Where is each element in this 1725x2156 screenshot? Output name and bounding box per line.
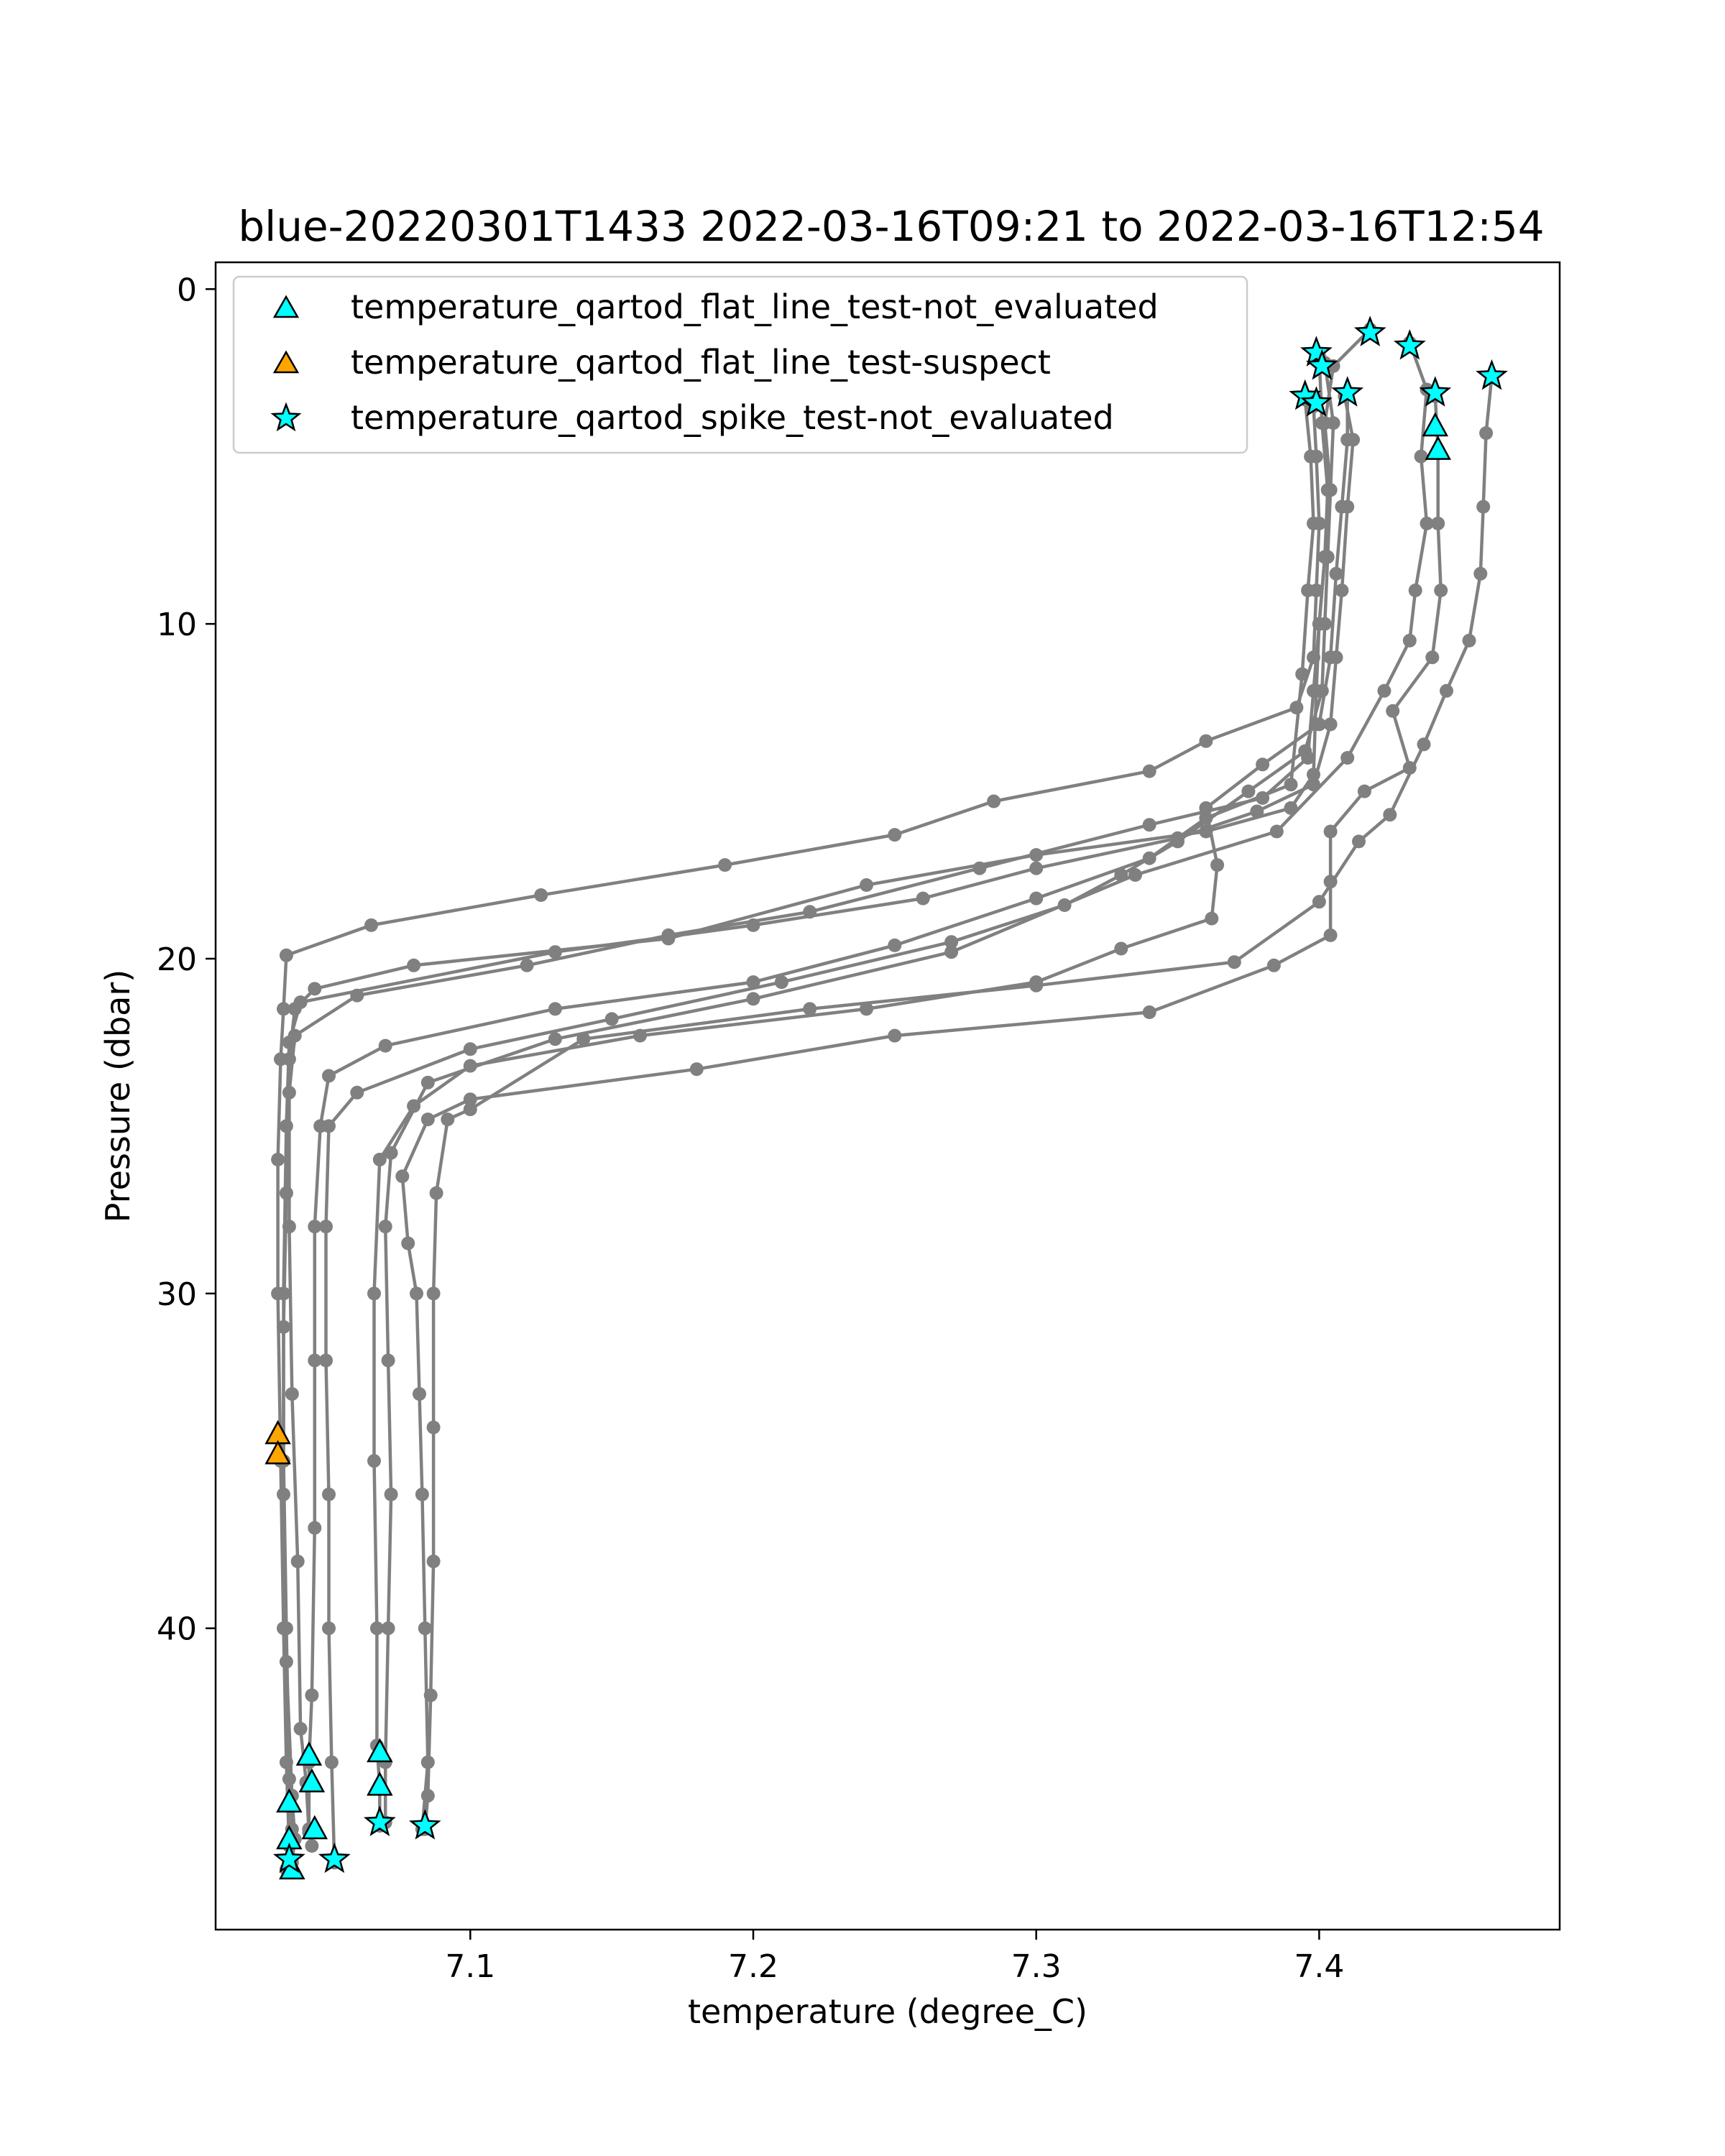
- data-point: [430, 1187, 443, 1200]
- data-point: [1417, 737, 1431, 751]
- y-axis-label: Pressure (dbar): [98, 969, 137, 1223]
- x-axis-label: temperature (degree_C): [688, 1992, 1087, 2031]
- data-point: [427, 1554, 441, 1568]
- data-point: [520, 959, 534, 972]
- data-point: [350, 989, 364, 1003]
- data-point: [288, 1029, 302, 1043]
- data-point: [1383, 808, 1397, 821]
- data-point: [1304, 450, 1317, 464]
- data-point: [972, 862, 986, 875]
- data-point: [987, 795, 1000, 808]
- data-point: [888, 1029, 901, 1043]
- data-point: [1301, 584, 1315, 597]
- legend-entry-flat-line-not-evaluated: [275, 287, 1159, 326]
- data-point: [534, 888, 548, 902]
- data-point: [1425, 650, 1439, 664]
- data-point: [271, 1153, 285, 1166]
- data-point: [1321, 550, 1335, 564]
- data-point: [1312, 895, 1326, 908]
- data-point: [322, 1119, 336, 1133]
- data-point: [415, 1488, 429, 1501]
- data-point: [1284, 778, 1298, 791]
- legend-label: temperature_qartod_flat_line_test-suspect: [351, 343, 1051, 382]
- data-point: [803, 905, 816, 918]
- data-point: [1267, 959, 1281, 972]
- data-point: [364, 918, 378, 932]
- data-point: [1335, 584, 1348, 597]
- data-point: [382, 1621, 395, 1635]
- data-point: [1403, 634, 1417, 648]
- data-point: [548, 1002, 562, 1015]
- legend-entry-spike-not-evaluated: [273, 398, 1114, 437]
- data-point: [1295, 668, 1309, 681]
- data-point: [1289, 701, 1303, 714]
- data-point: [1358, 785, 1371, 798]
- data-point: [860, 878, 873, 892]
- data-point: [1352, 834, 1366, 848]
- data-point: [1324, 825, 1338, 839]
- data-point: [441, 1112, 454, 1126]
- data-point: [1340, 751, 1354, 765]
- data-point: [319, 1220, 333, 1233]
- data-point: [1324, 483, 1338, 497]
- x-tick-label: 7.1: [445, 1948, 496, 1985]
- data-point: [427, 1286, 441, 1300]
- data-point: [1440, 684, 1453, 698]
- data-point: [322, 1069, 336, 1083]
- data-point: [285, 1387, 299, 1401]
- data-point: [421, 1789, 435, 1802]
- data-point: [280, 1119, 293, 1133]
- data-point: [1463, 634, 1476, 648]
- data-point: [1171, 834, 1184, 848]
- data-point: [379, 1220, 392, 1233]
- data-point: [1386, 704, 1399, 718]
- data-point: [322, 1488, 336, 1501]
- data-point: [308, 1521, 321, 1535]
- data-point: [305, 1688, 318, 1702]
- data-point: [605, 1012, 619, 1026]
- data-point: [421, 1076, 435, 1089]
- data-point: [690, 1062, 704, 1076]
- data-point: [410, 1286, 423, 1300]
- data-point: [1250, 805, 1264, 819]
- data-point: [325, 1756, 339, 1769]
- data-point: [1205, 912, 1218, 926]
- data-point: [350, 1086, 364, 1100]
- data-point: [1256, 757, 1269, 771]
- data-point: [464, 1042, 477, 1056]
- data-point: [1241, 785, 1255, 798]
- data-point: [1409, 584, 1422, 597]
- data-point: [1340, 433, 1354, 446]
- data-point: [382, 1354, 395, 1368]
- data-point: [1298, 745, 1312, 758]
- data-point: [1377, 684, 1391, 698]
- data-point: [1029, 892, 1043, 906]
- data-point: [1143, 1005, 1156, 1019]
- data-point: [385, 1488, 398, 1501]
- data-point: [395, 1169, 409, 1183]
- data-point: [305, 1839, 318, 1853]
- data-point: [1327, 416, 1340, 430]
- data-point: [282, 1220, 296, 1233]
- data-point: [1473, 567, 1487, 581]
- legend: [234, 277, 1247, 453]
- chart-title: blue-20220301T1433 2022-03-16T09:21 to 2022-03-16T12:54: [238, 202, 1545, 251]
- data-point: [576, 1032, 590, 1046]
- data-point: [1199, 801, 1213, 815]
- x-tick-label: 7.2: [728, 1948, 778, 1985]
- data-point: [916, 892, 930, 906]
- data-point: [291, 1554, 305, 1568]
- legend-label: temperature_qartod_spike_test-not_evaluated: [351, 398, 1114, 437]
- data-point: [418, 1621, 432, 1635]
- data-point: [407, 959, 420, 972]
- data-point: [308, 982, 321, 995]
- data-point: [1143, 765, 1156, 778]
- data-point: [944, 945, 958, 959]
- data-point: [1228, 955, 1241, 969]
- data-point: [1318, 617, 1332, 631]
- data-point: [1199, 734, 1213, 748]
- y-tick-label: 20: [157, 941, 197, 978]
- data-point: [1312, 717, 1326, 731]
- data-point: [1330, 567, 1343, 581]
- y-tick-label: 30: [157, 1276, 197, 1313]
- data-point: [367, 1454, 381, 1468]
- data-point: [424, 1688, 438, 1702]
- data-point: [401, 1237, 415, 1250]
- data-point: [1270, 825, 1284, 839]
- data-point: [1210, 858, 1224, 872]
- data-point: [1476, 500, 1490, 514]
- data-point: [280, 1621, 293, 1635]
- y-tick-label: 10: [157, 607, 197, 644]
- data-point: [294, 1722, 308, 1736]
- data-point: [421, 1112, 435, 1126]
- data-point: [385, 1146, 398, 1160]
- data-point: [888, 828, 901, 842]
- data-point: [1324, 650, 1338, 664]
- data-point: [1434, 584, 1448, 597]
- data-point: [718, 858, 732, 872]
- data-point: [464, 1102, 477, 1116]
- data-point: [1114, 942, 1128, 956]
- data-point: [775, 975, 788, 989]
- x-tick-label: 7.4: [1294, 1948, 1345, 1985]
- data-point: [661, 929, 675, 942]
- data-point: [319, 1354, 333, 1368]
- data-point: [1335, 500, 1348, 514]
- y-tick-label: 0: [177, 272, 197, 309]
- data-point: [548, 1032, 562, 1046]
- data-point: [1324, 929, 1338, 942]
- data-point: [379, 1039, 392, 1053]
- data-point: [367, 1286, 381, 1300]
- data-point: [1431, 517, 1445, 530]
- data-point: [1479, 426, 1493, 440]
- data-point: [280, 949, 293, 962]
- legend-label: temperature_qartod_flat_line_test-not_evaluated: [351, 287, 1159, 326]
- x-tick-label: 7.3: [1011, 1948, 1062, 1985]
- data-point: [1307, 517, 1320, 530]
- data-point: [747, 992, 760, 1005]
- data-point: [373, 1153, 387, 1166]
- data-point: [1029, 979, 1043, 992]
- data-point: [1414, 450, 1428, 464]
- data-point: [803, 1002, 816, 1015]
- legend-entry-flat-line-suspect: [275, 343, 1051, 382]
- data-point: [282, 1772, 296, 1786]
- data-point: [277, 1286, 290, 1300]
- data-point: [888, 939, 901, 952]
- data-point: [322, 1621, 336, 1635]
- data-point: [294, 995, 308, 1009]
- data-point: [413, 1387, 426, 1401]
- data-point: [427, 1421, 441, 1434]
- data-point: [1128, 868, 1142, 882]
- data-point: [282, 1086, 296, 1100]
- data-point: [1029, 862, 1043, 875]
- data-point: [1143, 818, 1156, 831]
- y-tick-label: 40: [157, 1611, 197, 1648]
